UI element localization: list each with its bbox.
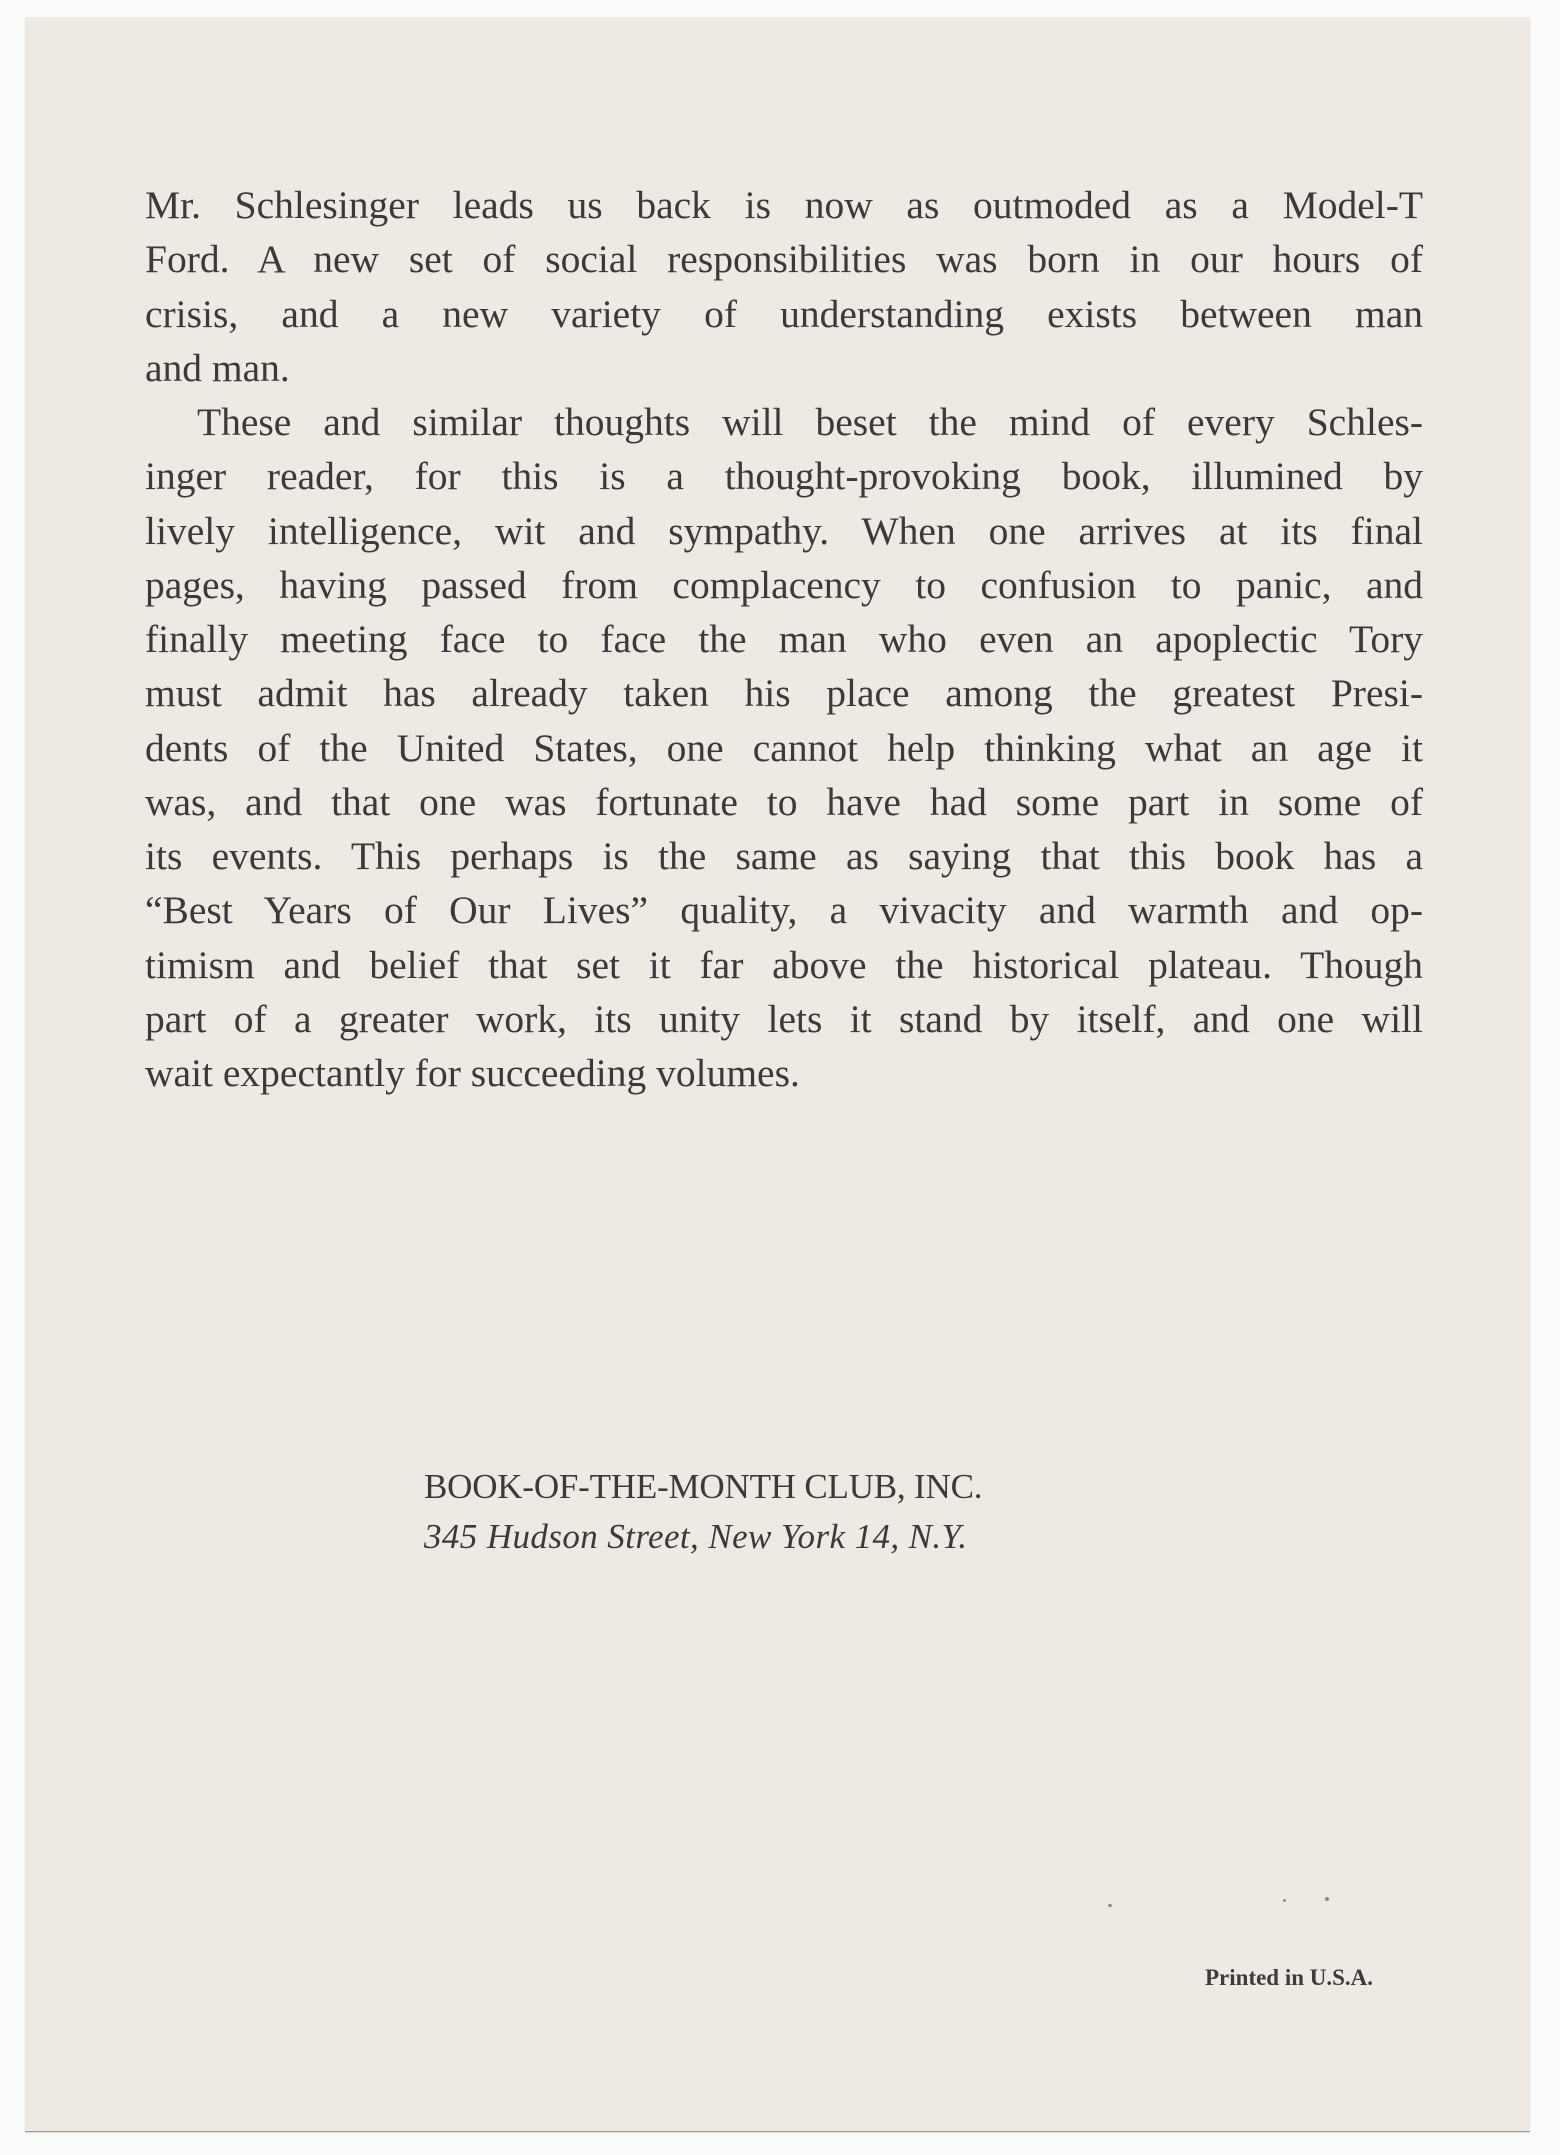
- text-line: was, and that one was fortunate to have had some part in some of: [145, 779, 1423, 824]
- text-line: These and similar thoughts will beset the mind of every Schles-: [197, 400, 1423, 444]
- text-line: crisis, and a new variety of understanding exists between man: [145, 291, 1423, 336]
- text-line: part of a greater work, its unity lets it stand by itself, and one will: [145, 996, 1423, 1041]
- text-line: pages, having passed from complacency to confusion to panic, and: [145, 562, 1423, 607]
- text-line: lively intelligence, wit and sympathy. When one arrives at its final: [145, 508, 1423, 553]
- publisher-address: 345 Hudson Street, New York 14, N.Y.: [424, 1517, 968, 1556]
- text-line: Ford. A new set of social responsibilities was born in our hours of: [145, 237, 1423, 282]
- paper-speck: [1108, 1904, 1112, 1907]
- text-line: finally meeting face to face the man who even an apoplectic Tory: [145, 617, 1423, 661]
- text-line: timism and belief that set it far above the historical plateau. Though: [145, 942, 1423, 987]
- text-line: its events. This perhaps is the same as saying that this book has a: [145, 834, 1423, 878]
- text-line: and man.: [145, 345, 290, 390]
- text-line: wait expectantly for succeeding volumes.: [145, 1051, 800, 1095]
- text-line: must admit has already taken his place among the greatest Presi-: [145, 671, 1423, 716]
- publisher-name: BOOK-OF-THE-MONTH CLUB, INC.: [424, 1467, 983, 1506]
- text-line: “Best Years of Our Lives” quality, a vivacity and warmth and op-: [145, 888, 1423, 933]
- printed-in-usa: Printed in U.S.A.: [1205, 1965, 1374, 1990]
- text-line: Mr. Schlesinger leads us back is now as outmoded as a Model-T: [145, 183, 1423, 227]
- paragraph-2: [145, 395, 1423, 1100]
- paragraph-1: [145, 178, 1423, 395]
- text-line: dents of the United States, one cannot help thinking what an age it: [145, 725, 1423, 770]
- publisher-block: [424, 1462, 982, 1562]
- text-line: inger reader, for this is a thought-provoking book, illumined by: [145, 454, 1423, 499]
- paper-speck: [1325, 1897, 1329, 1901]
- paper-speck: [1283, 1899, 1286, 1902]
- body-text: [145, 178, 1423, 1100]
